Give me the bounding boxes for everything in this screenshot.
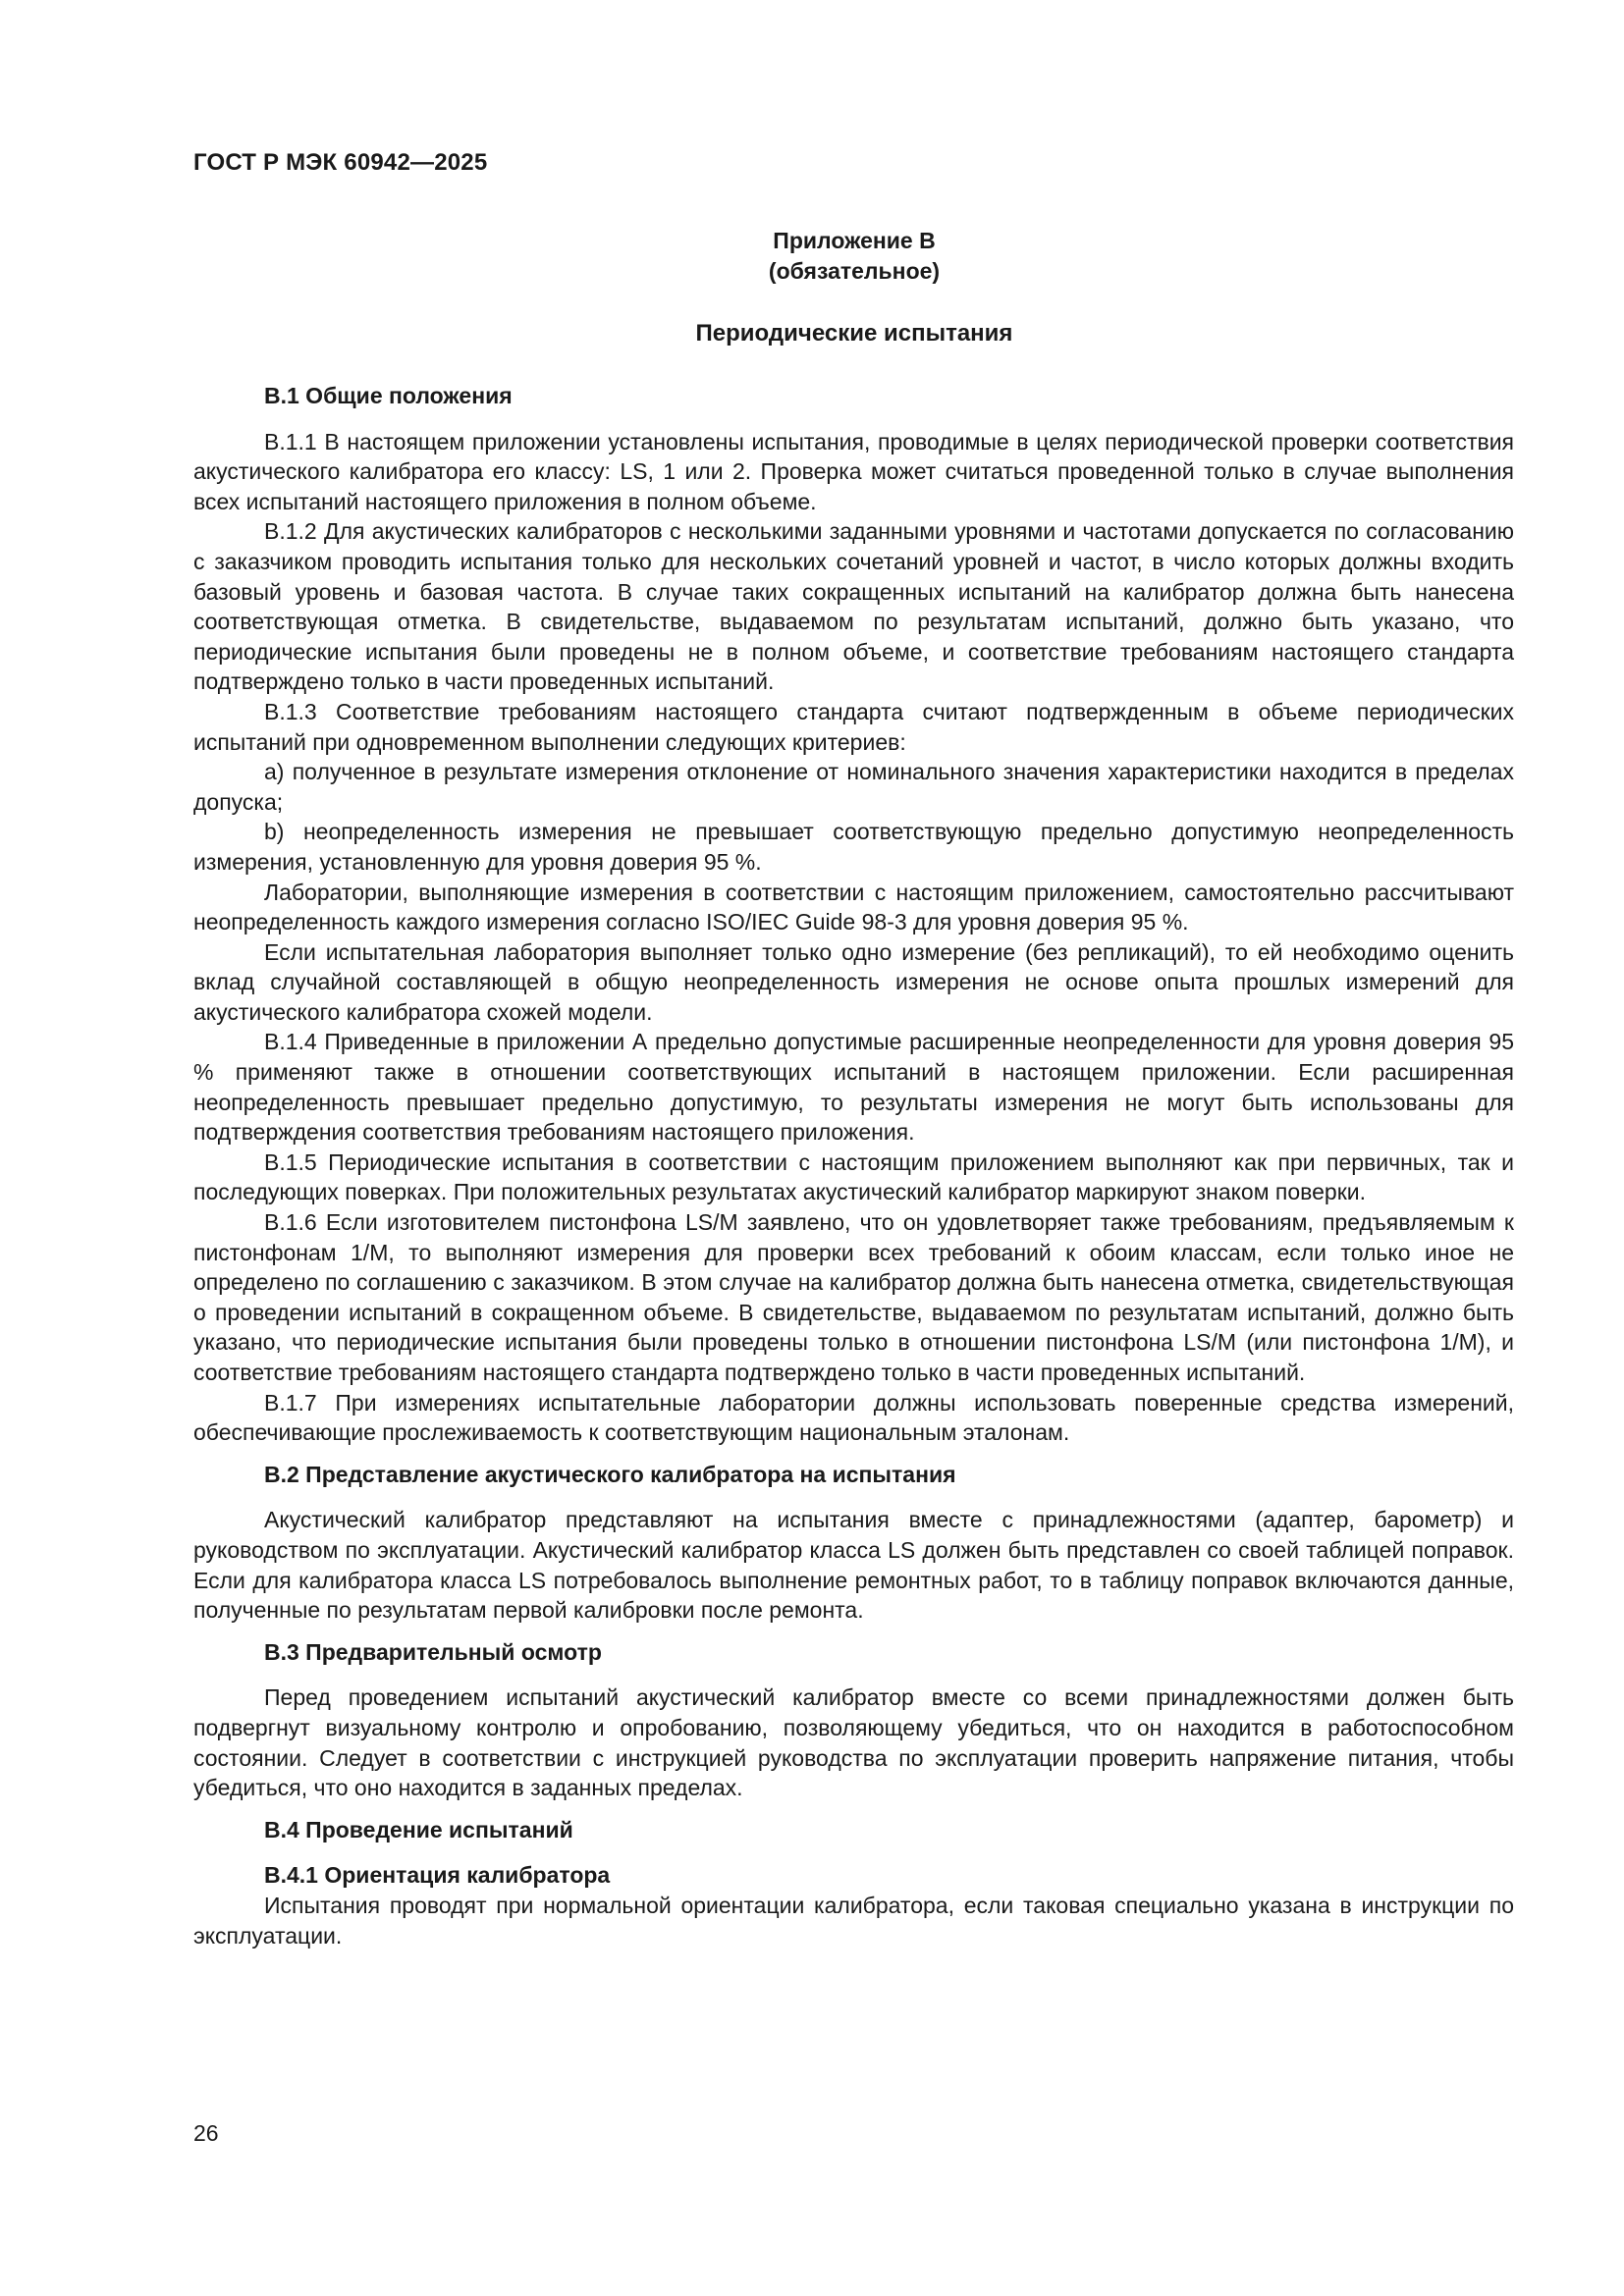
appendix-title: Периодические испытания [695, 320, 1013, 347]
paragraph-laboratories: Лаборатории, выполняющие измерения в соответствии с настоящим приложением, самостоятельно рассчитывают неопределенность каждого измерения согласно ISO/IEC Guide 98-3 для уровня доверия 95 %. [193, 879, 1514, 935]
section-heading-b1: В.1 Общие положения [264, 383, 513, 408]
paragraph-b2-1: Акустический калибратор представляют на испытания вместе с принадлежностями (адаптер, барометр) и руководством по эксплуатации. Акустический калибратор класса LS должен быть представлен со своей таблицей поправок. Если для калибратора класса LS потребовалось выполнение ремонтных работ, то в таблицу поправок включаются данные, полученные по результатам первой калибровки после ремонта. [193, 1507, 1514, 1624]
document-body [193, 381, 1514, 1950]
paragraph-b1-2: В.1.2 Для акустических калибраторов с несколькими заданными уровнями и частотами допускается по согласованию с заказчиком проводить испытания только для нескольких сочетаний уровней и частот, в число которых должны входить базовый уровень и базовая частота. В случае таких сокращенных испытаний на калибратор должна быть нанесена соответствующая отметка. В свидетельстве, выдаваемом по результатам испытаний, должно быть указано, что периодические испытания были проведены не в полном объеме, и соответствие требованиям настоящего стандарта подтверждено только в части проведенных испытаний. [193, 518, 1514, 695]
paragraph-b1-1: В.1.1 В настоящем приложении установлены испытания, проводимые в целях периодической проверки соответствия акустического калибратора его классу: LS, 1 или 2. Проверка может считаться проведенной только в случае выполнения всех испытаний настоящего приложения в полном объеме. [193, 428, 1514, 514]
list-item-a: а) полученное в результате измерения отклонение от номинального значения характеристики находится в пределах допуска; [193, 759, 1514, 815]
section-heading-b3: В.3 Предварительный осмотр [264, 1638, 602, 1665]
paragraph-b1-6: В.1.6 Если изготовителем пистонфона LS/M заявлено, что он удовлетворяет также требованиям, предъявляемым к пистонфонам 1/М, то выполняют измерения для проверки всех требований к обоим классам, если только иное не определено по соглашению с заказчиком. В этом случае на калибратор должна быть нанесена отметка, свидетельствующая о проведении испытаний в сокращенном объеме. В свидетельстве, выдаваемом по результатам испытаний, должно быть указано, что периодические испытания были проведены только в отношении пистонфона LS/M (или пистонфона 1/М), и соответствие требованиям настоящего стандарта подтверждено только в части проведенных испытаний. [193, 1209, 1514, 1385]
paragraph-b1-3: В.1.3 Соответствие требованиям настоящего стандарта считают подтвержденным в объеме периодических испытаний при одновременном выполнении следующих критериев: [193, 698, 1514, 755]
section-heading-b2: В.2 Представление акустического калибратора на испытания [264, 1461, 956, 1487]
standard-id: ГОСТ Р МЭК 60942—2025 [193, 149, 488, 176]
paragraph-b1-4: В.1.4 Приведенные в приложении А предельно допустимые расширенные неопределенности для уровня доверия 95 % применяют также в отношении соответствующих испытаний в настоящем приложении. Если расширенная неопределенность превышает предельно допустимую, то результаты измерения не могут быть использованы для подтверждения соответствия требованиям настоящего приложения. [193, 1029, 1514, 1146]
page-number: 26 [193, 2120, 219, 2146]
paragraph-b41-1: Испытания проводят при нормальной ориентации калибратора, если таковая специально указана в инструкции по эксплуатации. [193, 1892, 1514, 1949]
paragraph-b3-1: Перед проведением испытаний акустический калибратор вместе со всеми принадлежностями должен быть подвергнут визуальному контролю и опробованию, позволяющему убедиться, что он находится в работоспособном состоянии. Следует в соответствии с инструкцией руководства по эксплуатации проверить напряжение питания, чтобы убедиться, что оно находится в заданных пределах. [193, 1684, 1514, 1801]
section-heading-b41: В.4.1 Ориентация калибратора [264, 1862, 611, 1889]
paragraph-b1-7: В.1.7 При измерениях испытательные лаборатории должны использовать поверенные средства измерений, обеспечивающие прослеживаемость к соответствующим национальным эталонам. [193, 1389, 1514, 1446]
section-heading-b4: В.4 Проведение испытаний [264, 1816, 573, 1842]
appendix-status: (обязательное) [768, 258, 941, 284]
paragraph-single-measurement: Если испытательная лаборатория выполняет только одно измерение (без репликаций), то ей необходимо оценить вклад случайной составляющей в общую неопределенность измерения не основе опыта прошлых измерений для акустического калибратора схожей модели. [193, 938, 1514, 1025]
appendix-heading [0, 226, 1624, 287]
appendix-label: Приложение В [773, 228, 936, 253]
paragraph-b1-5: В.1.5 Периодические испытания в соответствии с настоящим приложением выполняют как при первичных, так и последующих поверках. При положительных результатах акустический калибратор маркируют знаком поверки. [193, 1148, 1514, 1205]
list-item-b: b) неопределенность измерения не превышает соответствующую предельно допустимую неопределенность измерения, установленную для уровня доверия 95 %. [193, 819, 1514, 875]
